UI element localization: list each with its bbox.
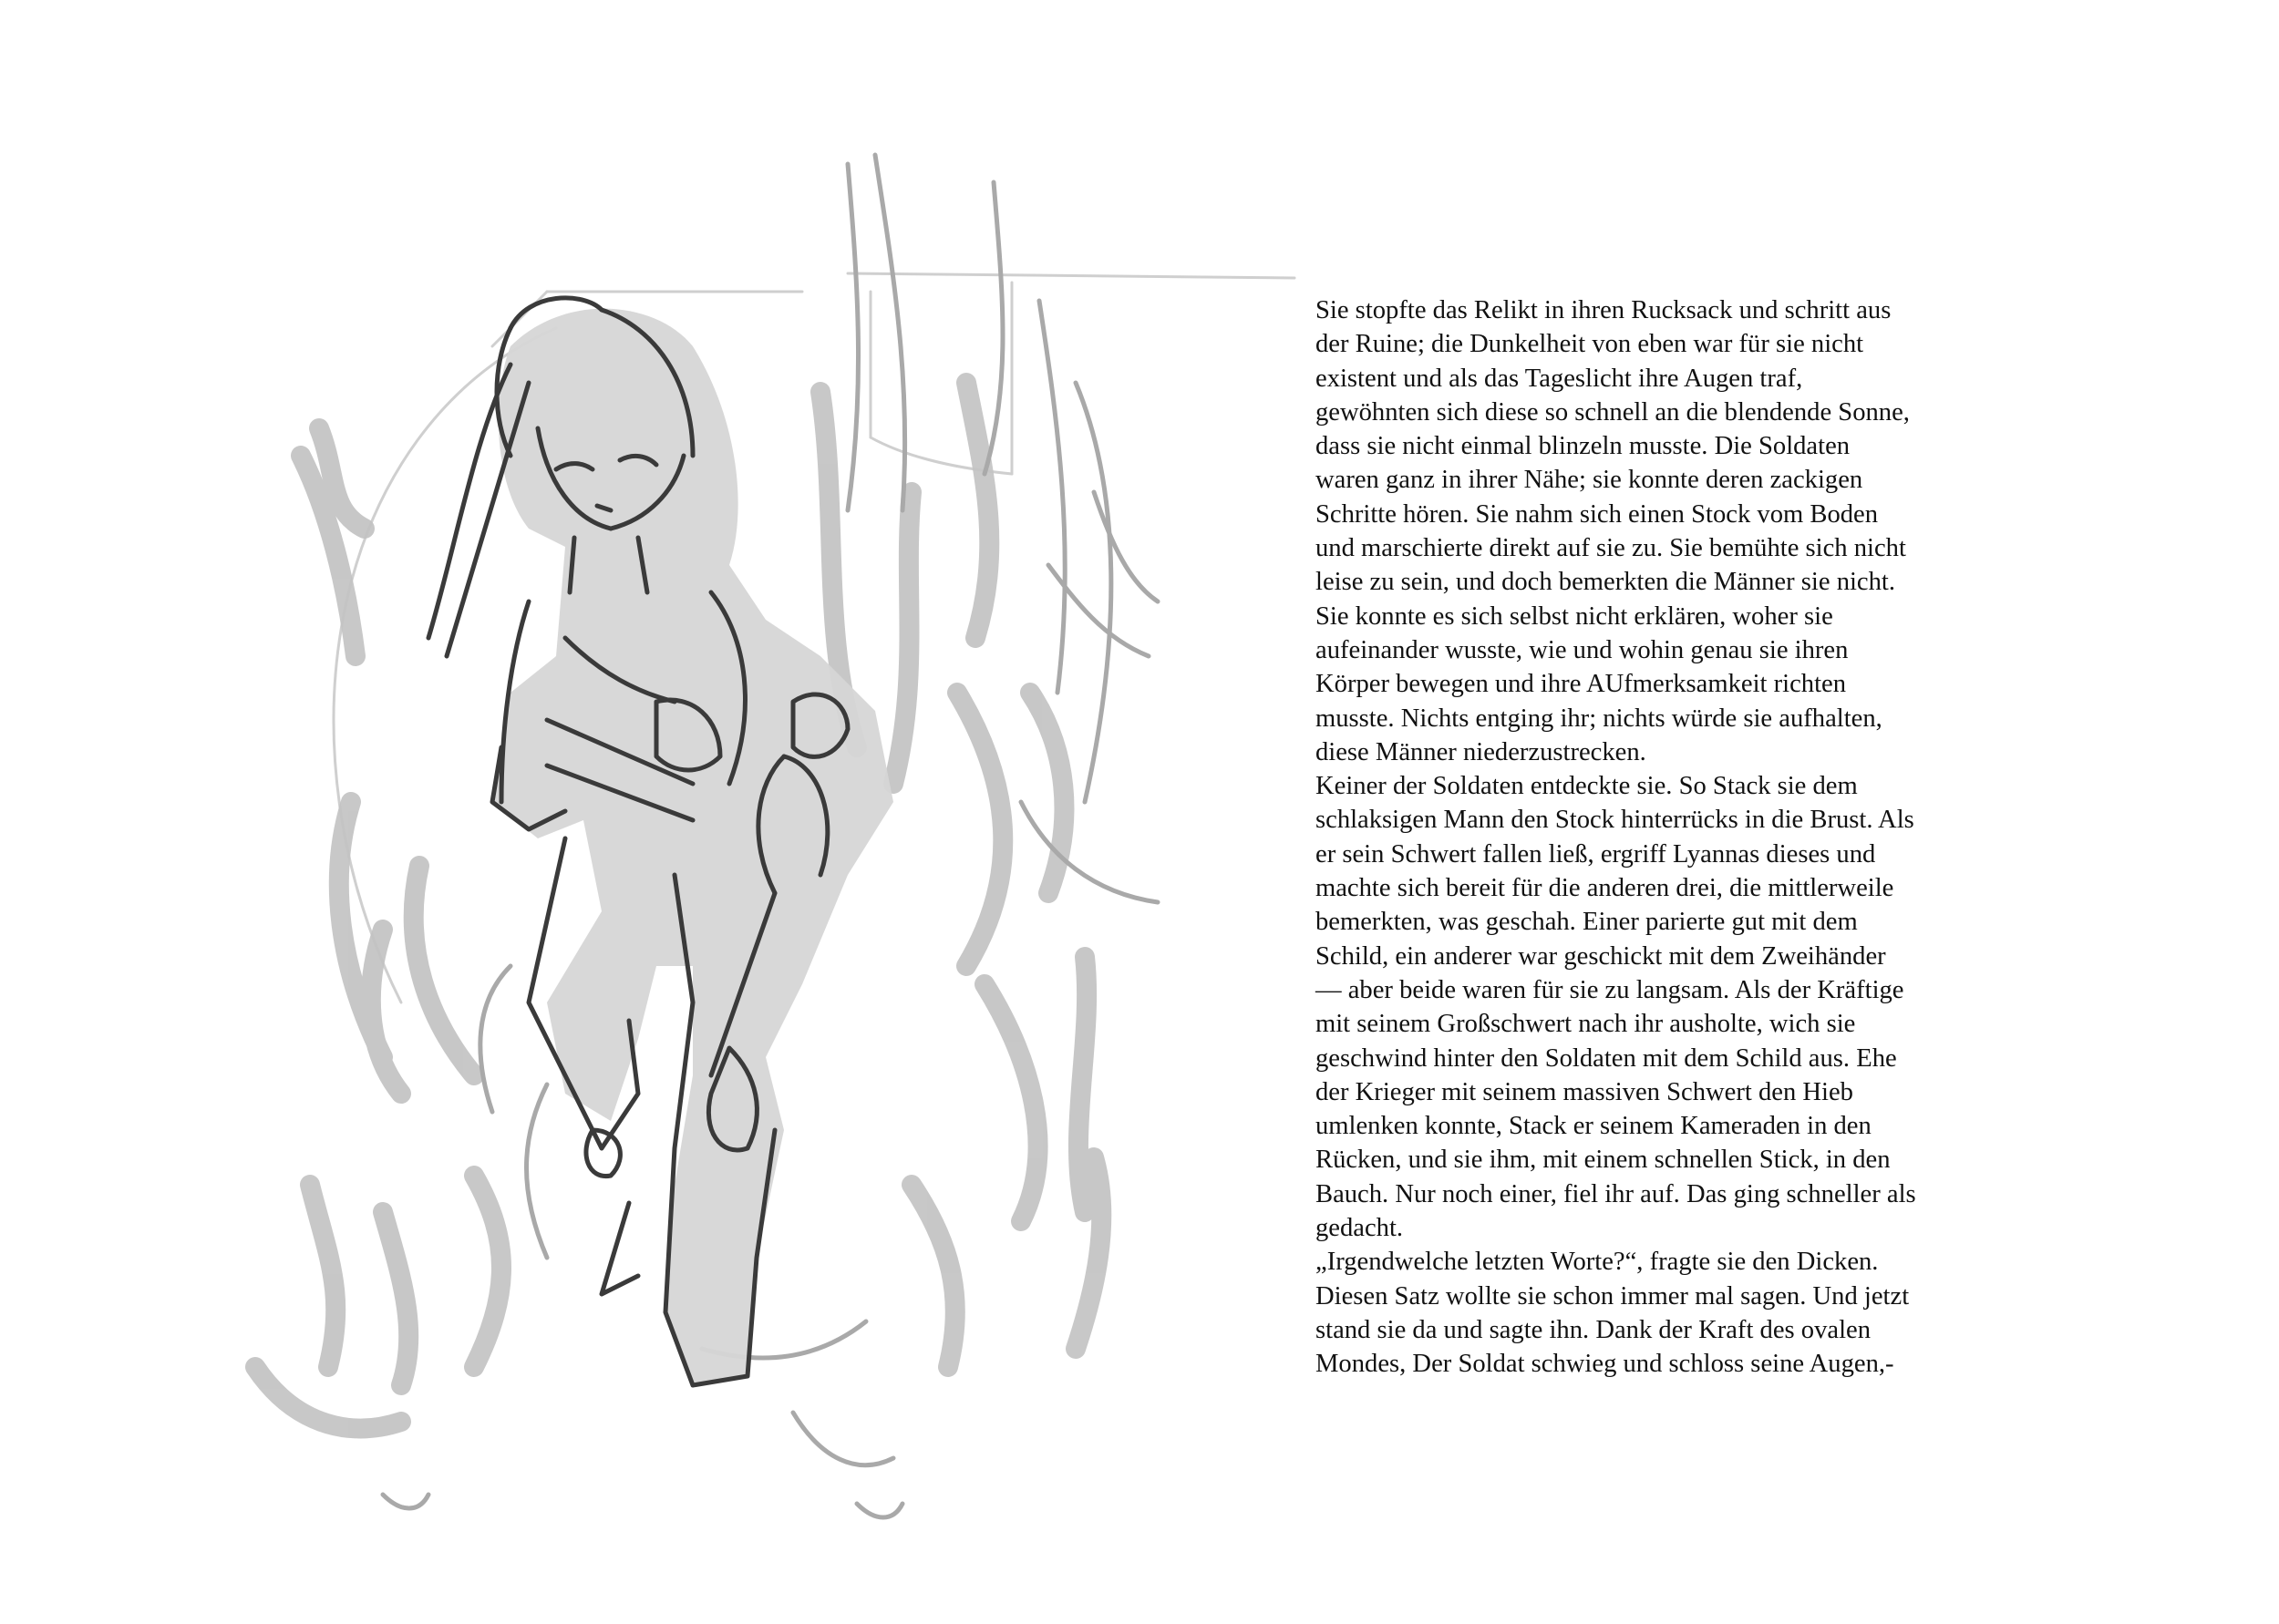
story-line: existent und als das Tageslicht ihre Augen traf, [1315, 364, 1803, 393]
story-line: — aber beide waren für sie zu langsam. Als der Kräftige [1315, 975, 1904, 1004]
story-line: musste. Nichts entging ihr; nichts würde sie aufhalten, [1315, 704, 1882, 733]
story-line: leise zu sein, und doch bemerkten die Männer sie nicht. [1315, 568, 1896, 597]
story-line: Schritte hören. Sie nahm sich einen Stock vom Boden [1315, 499, 1879, 529]
story-line: stand sie da und sagte ihn. Dank der Kraft des ovalen [1315, 1315, 1872, 1344]
story-line: Rücken, und sie ihm, mit einem schnellen Stick, in den [1315, 1146, 1891, 1175]
story-line: schlaksigen Mann den Stock hinterrücks in die Brust. Als [1315, 806, 1914, 835]
story-line: aufeinander wusste, wie und wohin genau sie ihren [1315, 635, 1849, 664]
story-line: mit seinem Großschwert nach ihr ausholte, wich sie [1315, 1010, 1856, 1039]
story-line: der Ruine; die Dunkelheit von eben war für sie nicht [1315, 330, 1864, 359]
story-line: Schild, ein anderer war geschickt mit dem Zweihänder [1315, 941, 1886, 971]
story-line: diese Männer niederzustrecken. [1315, 737, 1646, 766]
story-line: machte sich bereit für die anderen drei, die mittlerweile [1315, 874, 1894, 903]
story-line: Sie stopfte das Relikt in ihren Rucksack und schritt aus [1315, 296, 1892, 324]
story-line: der Krieger mit seinem massiven Schwert den Hieb [1315, 1077, 1853, 1106]
story-line: Sie konnte es sich selbst nicht erklären, woher sie [1315, 601, 1833, 631]
story-line: Diesen Satz wollte sie schon immer mal sagen. Und jetzt [1315, 1281, 1910, 1311]
story-line: bemerkten, was geschah. Einer parierte gut mit dem [1315, 908, 1858, 937]
story-line: waren ganz in ihrer Nähe; sie konnte deren zackigen [1315, 466, 1863, 495]
story-line: dass sie nicht einmal blinzeln musste. Die Soldaten [1315, 432, 1851, 461]
story-line: gedacht. [1315, 1214, 1404, 1243]
story-text [1315, 293, 2245, 1382]
story-line: geschwind hinter den Soldaten mit dem Schild aus. Ehe [1315, 1043, 1897, 1073]
story-line: Körper bewegen und ihre AUfmerksamkeit richten [1315, 670, 1846, 699]
story-line: „Irgendwelche letzten Worte?“, fragte sie den Dicken. [1315, 1248, 1879, 1277]
story-line: umlenken konnte, Stack er seinem Kameraden in den [1315, 1112, 1872, 1141]
story-line: und marschierte direkt auf sie zu. Sie bemühte sich nicht [1315, 534, 1906, 563]
story-line: er sein Schwert fallen ließ, ergriff Lyannas dieses und [1315, 839, 1876, 869]
story-line: Keiner der Soldaten entdeckte sie. So Stack sie dem [1315, 772, 1858, 801]
story-line: Mondes, Der Soldat schwieg und schloss seine Augen,- [1315, 1350, 1894, 1379]
sketch-illustration [228, 137, 1322, 1522]
story-line: gewöhnten sich diese so schnell an die blendende Sonne, [1315, 397, 1910, 427]
story-line: Bauch. Nur noch einer, fiel ihr auf. Das ging schneller als [1315, 1179, 1916, 1208]
